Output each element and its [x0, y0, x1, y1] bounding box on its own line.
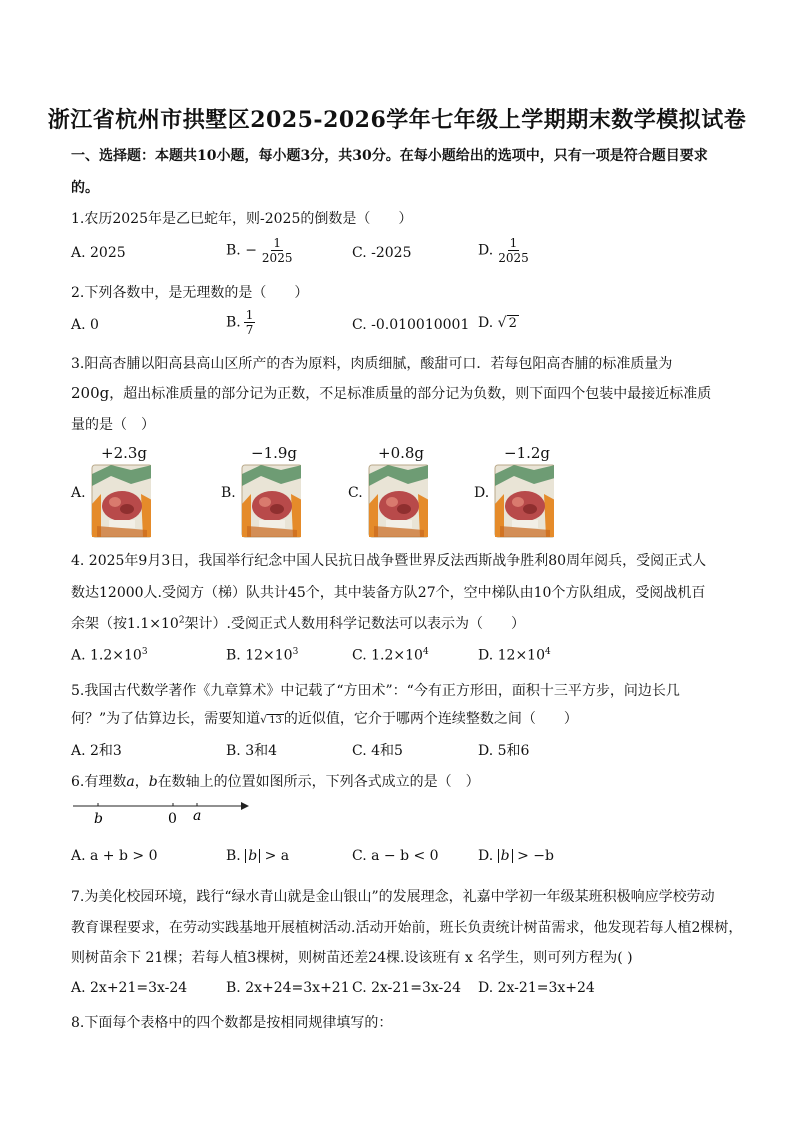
- q6-option-a: A. a + b > 0: [71, 848, 158, 864]
- q2-option-c: C. -0.010010001: [352, 317, 470, 333]
- q4-option-b: B. $12\times 10^3$: [226, 647, 299, 664]
- package-option-letter: B.: [221, 485, 236, 501]
- q4-option-d: D. $12\times 10^4$: [478, 647, 551, 664]
- q1-option-d: D. $\frac{1}{2025}$: [478, 236, 529, 265]
- q5-option-d: D. 5和6: [478, 743, 530, 759]
- q2-option-b: B. $\frac{1}{7}$: [226, 308, 254, 337]
- page-title: 浙江省杭州市拱墅区2025-2026学年七年级上学期期末数学模拟试卷: [47, 107, 747, 133]
- q7-option-c: C. 2x-21=3x-24: [352, 980, 462, 996]
- apricot-package-image: [241, 464, 301, 538]
- q4-line2: 数达12000人.受阅方（梯）队共计45个，其中装备方队27个，空中梯队由10个方队组成，受阅战机百: [71, 585, 706, 601]
- q4-line1: 4. 2025年9月3日，我国举行纪念中国人民抗日战争暨世界反法西斯战争胜利80周年阅兵，受阅正式人: [71, 553, 707, 569]
- package-mass-label: −1.2g: [504, 444, 551, 462]
- q1-stem: 1.农历2025年是乙巳蛇年，则-2025的倒数是（ ）: [71, 211, 413, 227]
- axis-label-a: a: [193, 808, 202, 824]
- package-option-letter: D.: [474, 485, 490, 501]
- q5-option-a: A. 2和3: [71, 743, 122, 759]
- q6-option-c: C. a − b < 0: [352, 848, 439, 864]
- q5-line2: 何？”为了估算边长，需要知道√ 13 的近似值，它介于哪两个连续整数之间（ ）: [71, 711, 578, 727]
- q8-stem: 8.下面每个表格中的四个数都是按相同规律填写的：: [71, 1015, 393, 1031]
- q5-line1: 5.我国古代数学著作《九章算术》中记载了“方田术”：“今有正方形田，面积十三平方步，问边长几: [71, 683, 680, 699]
- q1-option-b: B. − $\frac{1}{2025}$: [226, 236, 293, 265]
- q6-option-d: D. b > −b: [478, 848, 554, 864]
- section-heading-line1: 一、选择题：本题共10小题，每小题3分，共30分。在每小题给出的选项中，只有一项是符合题目要求: [71, 148, 708, 164]
- q2-option-a: A. 0: [71, 317, 99, 333]
- q6-option-b: B. b > a: [226, 848, 290, 864]
- q7-line1: 7.为美化校园环境，践行“绿水青山就是金山银山”的发展理念，礼嘉中学初一年级某班积极响应学校劳动: [71, 889, 715, 905]
- q7-option-b: B. 2x+24=3x+21: [226, 980, 350, 996]
- package-mass-label: +2.3g: [101, 444, 148, 462]
- q4-line3: 余架（按$1.1\times 10^2$架计）.受阅正式人数用科学记数法可以表示为（ ）: [71, 615, 525, 632]
- number-line-diagram: [71, 796, 261, 830]
- q4-option-c: C. $1.2\times 10^4$: [352, 647, 429, 664]
- q4-option-a: A. $1.2\times 10^3$: [71, 647, 148, 664]
- q3-line2: 200g，超出标准质量的部分记为正数，不足标准质量的部分记为负数，则下面四个包装中最接近标准质: [71, 384, 712, 402]
- q7-line3: 则树苗余下 21棵；若每人植3棵树，则树苗还差24棵.设该班有 x 名学生，则可列方程为( ): [71, 950, 633, 966]
- q1-option-a: A. 2025: [71, 245, 126, 261]
- package-mass-label: +0.8g: [378, 444, 425, 462]
- q7-line2: 教育课程要求，在劳动实践基地开展植树活动.活动开始前，班长负责统计树苗需求，他发现若每人植2棵树，: [71, 920, 743, 936]
- q5-option-b: B. 3和4: [226, 743, 278, 759]
- package-mass-label: −1.9g: [251, 444, 298, 462]
- q7-option-a: A. 2x+21=3x-24: [71, 980, 188, 996]
- package-option-letter: C.: [348, 485, 363, 501]
- apricot-package-image: [368, 464, 428, 538]
- q3-line1: 3.阳高杏脯以阳高县高山区所产的杏为原料，肉质细腻，酸甜可口．若每包阳高杏脯的标准质量为: [71, 356, 673, 372]
- q7-option-d: D. 2x-21=3x+24: [478, 980, 595, 996]
- q6-stem: 6.有理数a，b在数轴上的位置如图所示，下列各式成立的是（ ）: [71, 774, 480, 790]
- q3-line3: 量的是（ ）: [71, 417, 155, 433]
- axis-label-b: b: [94, 811, 103, 827]
- q2-stem: 2.下列各数中，是无理数的是（ ）: [71, 285, 309, 301]
- apricot-package-image: [494, 464, 554, 538]
- q5-option-c: C. 4和5: [352, 743, 403, 759]
- sqrt-symbol: √ 2: [497, 315, 517, 331]
- package-option-letter: A.: [71, 485, 86, 501]
- section-heading-line2: 的。: [71, 180, 99, 196]
- q2-option-d: D. √ 2: [478, 315, 517, 331]
- q1-option-c: C. -2025: [352, 245, 412, 261]
- apricot-package-image: [91, 464, 151, 538]
- sqrt-symbol: √ 13: [260, 712, 282, 726]
- arrow-right-icon: [241, 802, 249, 810]
- axis-label-zero: 0: [168, 811, 177, 827]
